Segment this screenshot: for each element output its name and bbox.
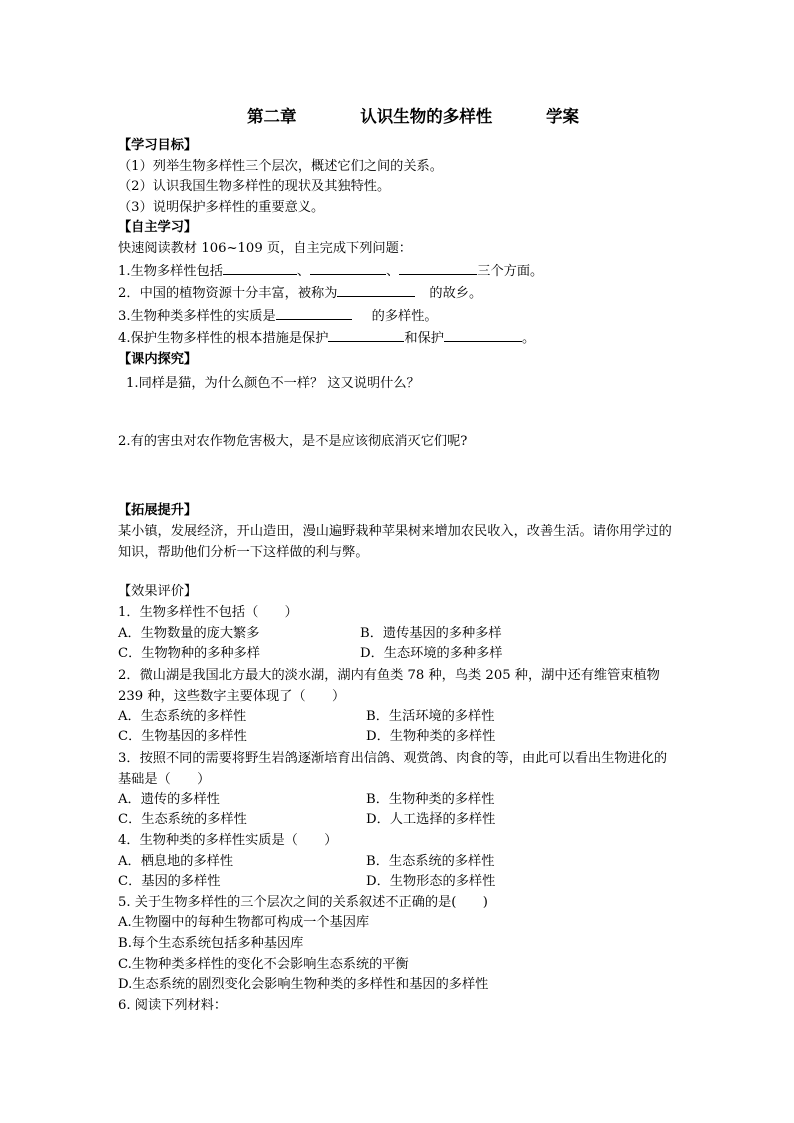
option-b: B．遗传基因的多种多样 xyxy=(360,625,502,641)
option-a: A．栖息地的多样性 xyxy=(118,853,234,869)
option-c: C．生态系统的多样性 xyxy=(118,812,247,828)
option-b: B．生活环境的多样性 xyxy=(366,708,495,724)
option-a: A.生物圈中的每种生物都可构成一个基因库 xyxy=(118,915,370,931)
eval-q1-options-cd xyxy=(118,644,678,665)
fill-question-1: 1.生物多样性包括 、 、 三个方面。 xyxy=(118,260,678,283)
option-d: D.生态系统的剧烈变化会影响生物种类的多样性和基因的多样性 xyxy=(118,977,489,993)
answer-blank[interactable] xyxy=(328,327,404,342)
answer-blank[interactable] xyxy=(310,260,386,275)
extend-text: 某小镇，发展经济，开山造田，漫山遍野栽种苹果树来增加农民收入，改善生活。请你用学过的知识，帮助他们分析一下这样做的利与弊。 xyxy=(118,524,672,561)
option-c: C．生物基因的多样性 xyxy=(118,729,247,745)
self-study-intro: 快速阅读教材 106~109 页，自主完成下列问题： xyxy=(118,240,412,256)
option-d: D．生态环境的多种多样 xyxy=(360,646,503,662)
eval-q2-options-ab xyxy=(118,707,678,728)
self-study-header: 【自主学习】 xyxy=(118,220,198,236)
eval-q2-stem: 2．微山湖是我国北方最大的淡水湖，湖内有鱼类 78 种，鸟类 205 种，湖中还有维管束植物 239 种，这些数字主要体现了（ ） xyxy=(118,667,660,704)
eval-header: 【效果评价】 xyxy=(118,584,198,600)
extend-header: 【拓展提升】 xyxy=(118,502,198,518)
option-b: B．生物种类的多样性 xyxy=(366,791,495,807)
eval-q3-options-cd xyxy=(118,810,678,831)
eval-q1-options-ab xyxy=(118,624,678,645)
eval-q4-stem: 4．生物种类的多样性实质是（ ） xyxy=(118,833,338,849)
title-name: 认识生物的多样性 xyxy=(360,107,493,126)
option-a: A．生态系统的多样性 xyxy=(118,708,247,724)
eval-q4-options-cd xyxy=(118,872,678,893)
title-kind: 学案 xyxy=(546,107,579,126)
goal-item: （2）认识我国生物多样性的现状及其独特性。 xyxy=(118,179,391,195)
answer-blank[interactable] xyxy=(444,327,522,342)
explore-question-2: 2.有的害虫对农作物危害极大，是不是应该彻底消灭它们呢? xyxy=(118,434,468,450)
eval-q2-options-cd xyxy=(118,727,678,748)
goal-item: （3）说明保护多样性的重要意义。 xyxy=(118,199,325,215)
option-c: C．生物物种的多种多样 xyxy=(118,646,260,662)
eval-q5-stem: 5. 关于生物多样性的三个层次之间的关系叙述不正确的是( ) xyxy=(118,894,488,910)
goal-item: （1）列举生物多样性三个层次，概述它们之间的关系。 xyxy=(118,158,443,174)
title-chapter: 第二章 xyxy=(247,107,297,126)
option-b: B.每个生态系统包括多种基因库 xyxy=(118,936,304,952)
option-c: C．基因的多样性 xyxy=(118,874,221,890)
option-d: D．人工选择的多样性 xyxy=(366,812,496,828)
answer-blank[interactable] xyxy=(276,305,352,320)
option-d: D．生物形态的多样性 xyxy=(366,874,496,890)
eval-q6-stem: 6. 阅读下列材料： xyxy=(118,997,228,1013)
fill-question-3: 3.生物种类多样性的实质是 的多样性。 xyxy=(118,305,678,328)
worksheet xyxy=(118,104,678,1016)
answer-blank[interactable] xyxy=(337,282,415,297)
goals-header: 【学习目标】 xyxy=(118,138,198,153)
option-a: A．遗传的多样性 xyxy=(118,791,220,807)
eval-q1-stem: 1．生物多样性不包括（ ） xyxy=(118,604,298,620)
eval-q4-options-ab xyxy=(118,852,678,873)
fill-question-2: 2．中国的植物资源十分丰富，被称为 的故乡。 xyxy=(118,282,678,305)
page-title xyxy=(118,104,678,130)
eval-q3-options-ab xyxy=(118,790,678,811)
explore-header: 【课内探究】 xyxy=(118,351,198,367)
option-d: D．生物种类的多样性 xyxy=(366,729,496,745)
fill-question-4: 4.保护生物多样性的根本措施是保护 和保护 。 xyxy=(118,327,678,350)
answer-blank[interactable] xyxy=(223,260,297,275)
answer-blank[interactable] xyxy=(399,260,477,275)
option-a: A．生物数量的庞大繁多 xyxy=(118,625,260,641)
eval-q3-stem: 3．按照不同的需要将野生岩鸽逐渐培育出信鸽、观赏鸽、肉食的等，由此可以看出生物进化的基础是（ ） xyxy=(118,750,668,787)
option-b: B．生态系统的多样性 xyxy=(366,853,495,869)
option-c: C.生物种类多样性的变化不会影响生态系统的平衡 xyxy=(118,956,409,972)
explore-question-1: 1.同样是猫，为什么颜色不一样？ 这又说明什么？ xyxy=(126,375,420,391)
